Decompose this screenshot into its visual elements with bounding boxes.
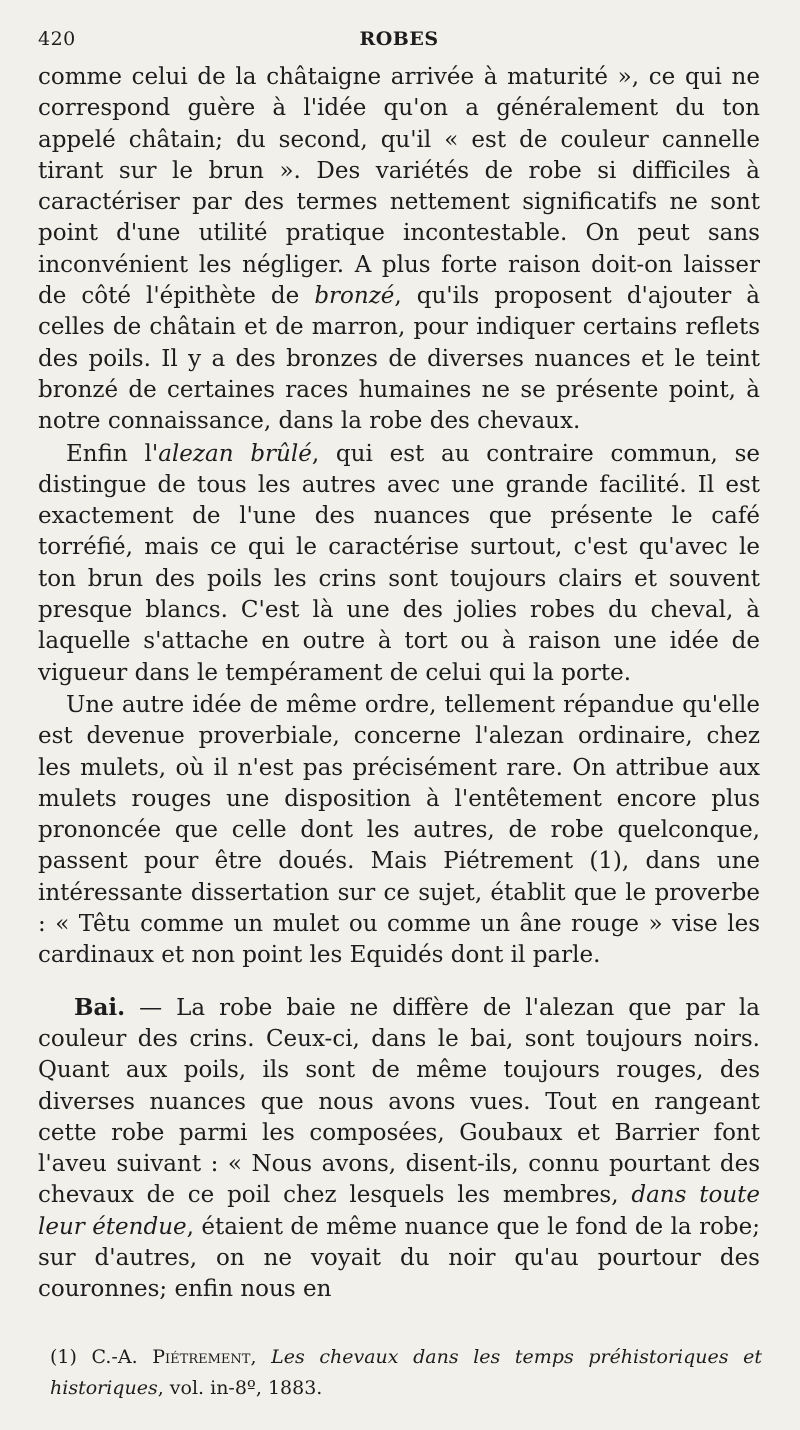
footnote-separator: , (250, 1346, 272, 1368)
footnote-title: Les chevaux dans les temps préhistoriques et historiques (50, 1346, 762, 1399)
paragraph-2-lead: Enfin l' (66, 440, 159, 467)
paragraph-3 (38, 690, 760, 972)
paragraph-4-rest: , étaient de même nuance que le fond de la robe; sur d'autres, on ne voyait du noir qu'au pourtour des couronnes; enfin nous en (38, 1213, 761, 1303)
section-heading: Bai. (74, 993, 126, 1021)
paragraph-1 (38, 62, 760, 438)
footnote-rest: , vol. in-8º, 1883. (157, 1377, 323, 1399)
paragraph-1-rest: , qu'ils proposent d'ajouter à celles de châtain et de marron, pour indiquer certains reflets des poils. Il y a des bronzes de diverses nuances et le teint bronzé de certaines races humaines ne se présente point, à notre connaissance, dans la robe des chevaux. (38, 283, 760, 435)
paragraph-2-italic: alezan brûlé (158, 440, 312, 467)
body-text (38, 62, 760, 1306)
running-head (38, 28, 760, 62)
paragraph-1-italic: bronzé (314, 283, 395, 310)
footnote-author: Piétrement (152, 1346, 251, 1368)
paragraph-4-italic: dans toute leur étendue (38, 1182, 760, 1240)
paragraph-2 (38, 439, 760, 689)
footnote-marker: (1) C.-A. (50, 1346, 153, 1368)
paragraph-1-text: comme celui de la châtaigne arrivée à maturité », ce qui ne correspond guère à l'idée qu'on a généralement du ton appelé châtain; du second, qu'il « est de couleur cannelle tirant sur le brun ». Des variétés de robe si difficiles à caractériser par des termes nettement significatifs ne sont point d'une utilité pratique incontestable. On peut sans inconvénient les négliger. A plus forte raison doit-on laisser de côté l'épithète de (38, 64, 760, 310)
running-title: ROBES (359, 28, 439, 50)
paragraph-3-text: Une autre idée de même ordre, tellement répandue qu'elle est devenue proverbiale, concerne l'alezan ordinaire, chez les mulets, où il n'est pas précisément rare. On attribue aux mulets rouges une disposition à l'entêtement encore plus prononcée que celle dont les autres, de robe quelconque, passent pour être doués. Mais Piétrement (1), dans une intéressante dissertation sur ce sujet, établit que le proverbe : « Têtu comme un mulet ou comme un âne rouge » vise les cardinaux et non point les Equidés dont il parle. (38, 691, 760, 969)
paragraph-2-rest: , qui est au contraire commun, se distingue de tous les autres avec une grande facilité. Il est exactement de l'une des nuances que présente le café torréfié, mais ce qui le caractérise surtout, c'est qu'avec le ton brun des poils les crins sont toujours clairs et souvent presque blancs. C'est là une des jolies robes du cheval, à laquelle s'attache en outre à tort ou à raison une idée de vigueur dans le tempérament de celui qui la porte. (38, 440, 761, 686)
paragraph-4 (38, 992, 760, 1306)
page-number: 420 (38, 28, 76, 50)
footnote (50, 1342, 762, 1404)
paragraph-4-lead: — La robe baie ne diffère de l'alezan que par la couleur des crins. Ceux-ci, dans le bai, sont toujours noirs. Quant aux poils, ils sont de même toujours rouges, des diverses nuances que nous avons vues. Tout en rangeant cette robe parmi les composées, Goubaux et Barrier font l'aveu suivant : « Nous avons, disent-ils, connu pourtant des chevaux de ce poil chez lesquels les membres, (38, 994, 760, 1209)
